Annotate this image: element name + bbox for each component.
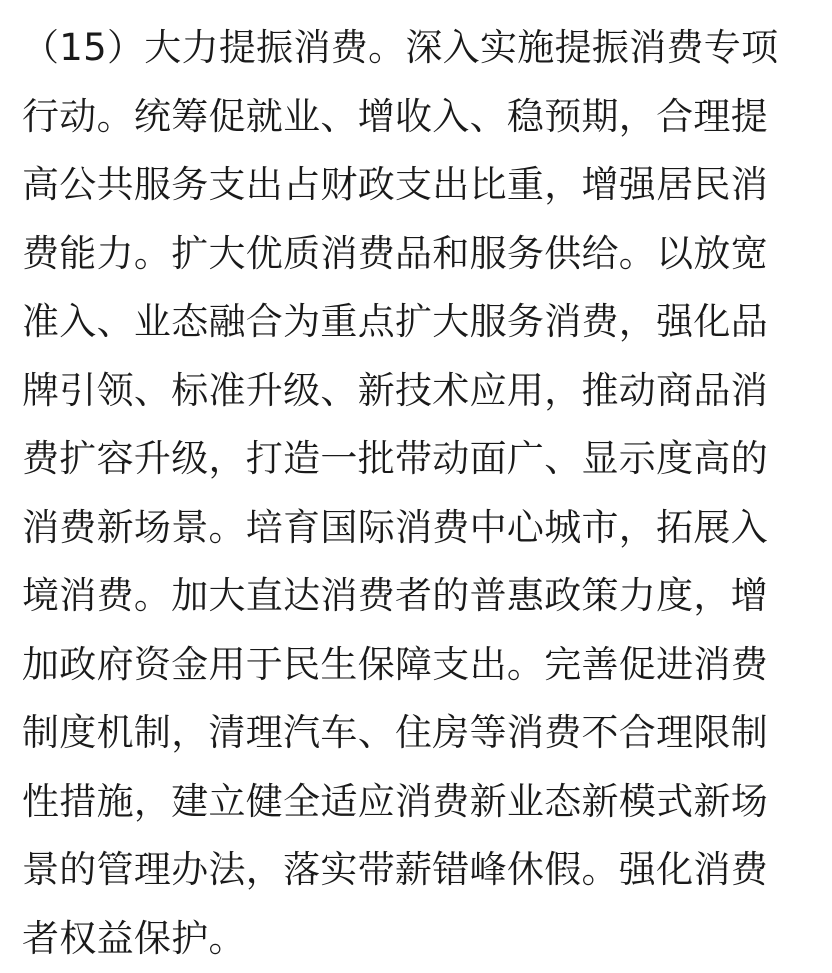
text-line: 费扩容升级，打造一批带动面广、显示度高的	[22, 425, 812, 494]
text-line: 费能力。扩大优质消费品和服务供给。以放宽	[22, 220, 812, 289]
policy-paragraph	[22, 14, 812, 973]
text-line: 准入、业态融合为重点扩大服务消费，强化品	[22, 288, 812, 357]
text-line: 性措施，建立健全适应消费新业态新模式新场	[22, 768, 812, 837]
text-line: 者权益保护。	[22, 905, 812, 973]
text-line: 消费新场景。培育国际消费中心城市，拓展入	[22, 494, 812, 563]
text-line: （15）大力提振消费。深入实施提振消费专项	[22, 14, 812, 83]
text-line: 行动。统筹促就业、增收入、稳预期，合理提	[22, 83, 812, 152]
text-line: 加政府资金用于民生保障支出。完善促进消费	[22, 631, 812, 700]
text-line: 制度机制，清理汽车、住房等消费不合理限制	[22, 699, 812, 768]
text-line: 牌引领、标准升级、新技术应用，推动商品消	[22, 357, 812, 426]
text-line: 高公共服务支出占财政支出比重，增强居民消	[22, 151, 812, 220]
text-line: 境消费。加大直达消费者的普惠政策力度，增	[22, 562, 812, 631]
text-line: 景的管理办法，落实带薪错峰休假。强化消费	[22, 836, 812, 905]
